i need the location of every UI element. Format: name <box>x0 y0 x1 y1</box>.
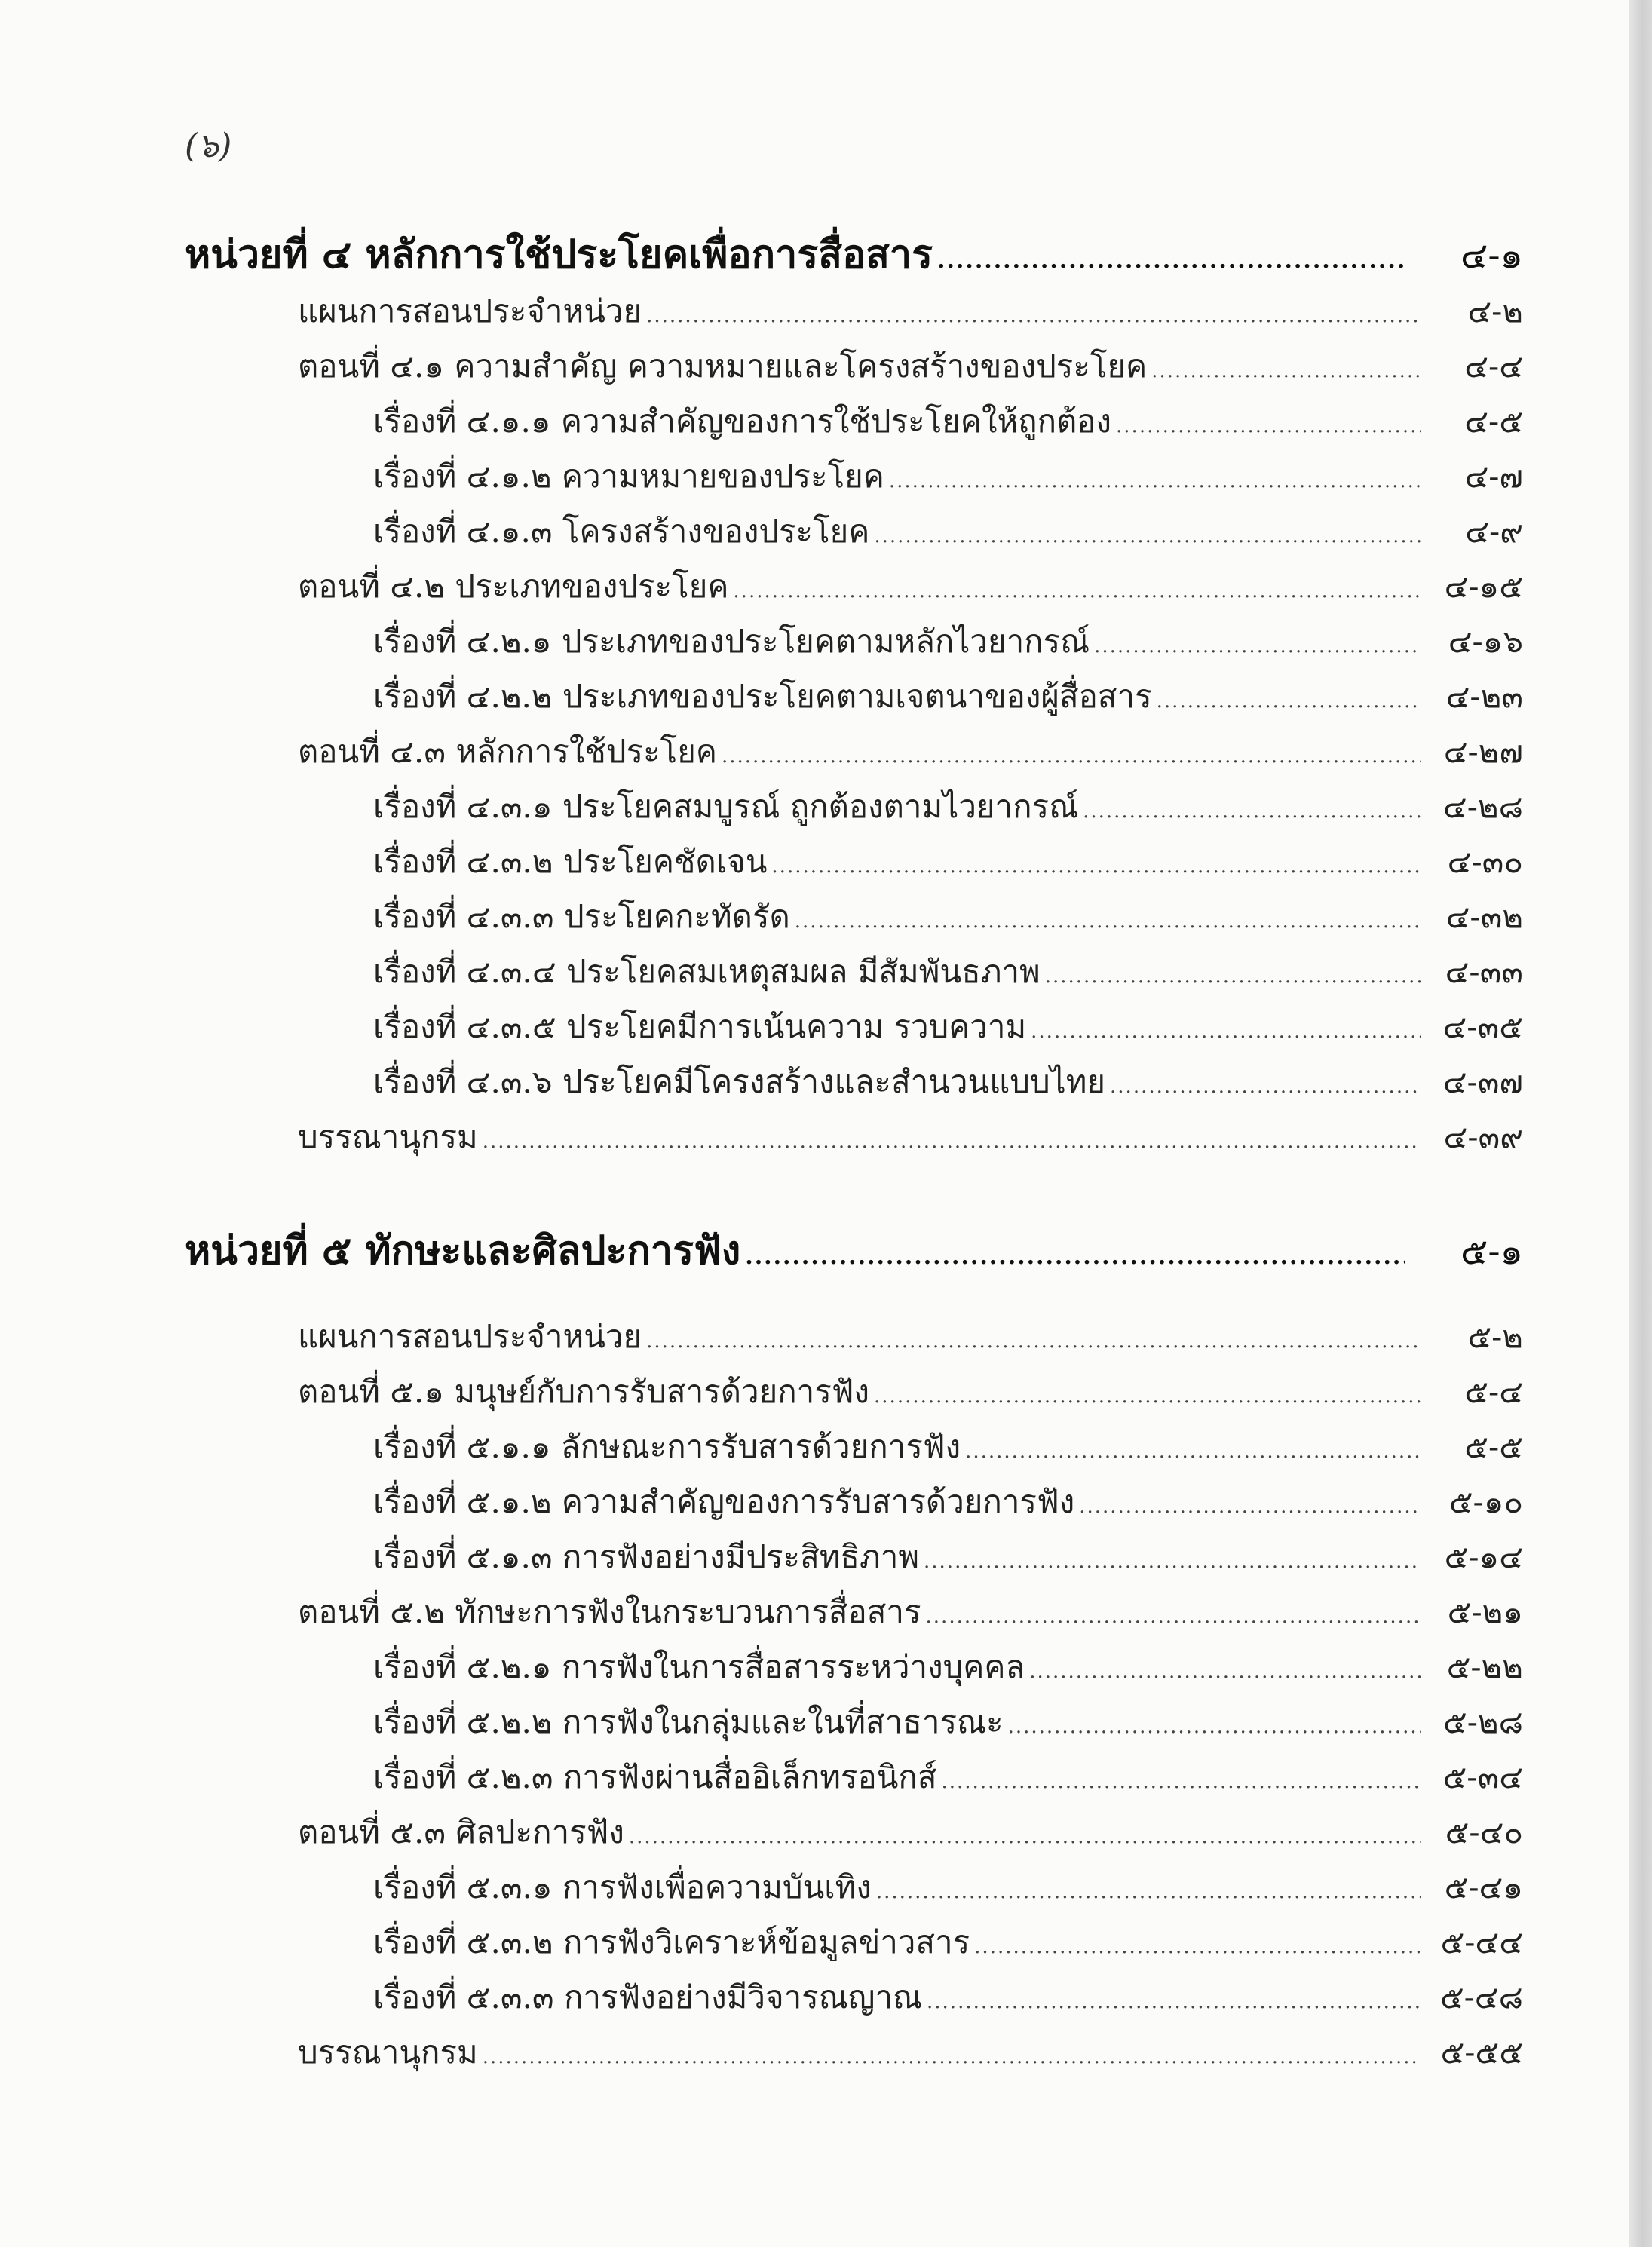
entry-page: ๕-๒๘ <box>1442 1703 1523 1740</box>
entry-page: ๔-๓๗ <box>1442 1063 1523 1100</box>
entry-page: ๔-๔ <box>1464 348 1523 385</box>
dot-leader <box>1045 955 1421 998</box>
toc-entry-unit4-topic-1-1 <box>373 400 1523 447</box>
dot-leader <box>874 1375 1421 1418</box>
entry-page: ๕-๔๑ <box>1444 1868 1523 1905</box>
entry-label: เรื่องที่ ๔.๓.๑ ประโยคสมบูรณ์ ถูกต้องตามไวยากรณ์ <box>373 788 1079 825</box>
entry-page: ๔-๑๖ <box>1448 623 1523 660</box>
dot-leader <box>876 1871 1421 1913</box>
dot-leader <box>722 735 1421 777</box>
toc-entry-unit5-topic-3-1 <box>373 1866 1523 1913</box>
toc-entry-unit4-topic-3-5 <box>373 1006 1523 1053</box>
entry-page: ๔-๓๙ <box>1443 1118 1523 1155</box>
entry-label: เรื่องที่ ๔.๓.๓ ประโยคกะทัดรัด <box>373 898 790 935</box>
toc-entry-unit4-part1 <box>298 345 1523 392</box>
unit-4-page: ๔-๑ <box>1460 235 1523 277</box>
entry-label: เรื่องที่ ๔.๑.๒ ความหมายของประโยค <box>373 458 884 495</box>
entry-label: เรื่องที่ ๕.๒.๓ การฟังผ่านสื่ออิเล็กทรอนิกส์ <box>373 1758 937 1795</box>
entry-page: ๕-๔๐ <box>1445 1813 1523 1850</box>
entry-label: เรื่องที่ ๕.๒.๒ การฟังในกลุ่มและในที่สาธารณะ <box>373 1703 1004 1740</box>
entry-label: เรื่องที่ ๔.๓.๖ ประโยคมีโครงสร้างและสำนวนแบบไทย <box>373 1063 1106 1100</box>
entry-page: ๔-๒๘ <box>1442 788 1523 825</box>
dot-leader <box>1157 680 1421 722</box>
entry-label: แผนการสอนประจำหน่วย <box>298 1318 642 1355</box>
dot-leader <box>646 1320 1421 1363</box>
dot-leader <box>483 2036 1421 2078</box>
unit-4-title: หน่วยที่ ๔ หลักการใช้ประโยคเพื่อการสื่อสาร <box>185 231 933 277</box>
entry-page: ๔-๒๓ <box>1445 678 1523 715</box>
entry-label: ตอนที่ ๔.๑ ความสำคัญ ความหมายและโครงสร้างของประโยค <box>298 348 1148 385</box>
entry-page: ๕-๑๔ <box>1444 1538 1523 1575</box>
dot-leader <box>629 1816 1421 1858</box>
dot-leader <box>1031 1010 1421 1053</box>
toc-entry-unit5-part3 <box>298 1811 1523 1858</box>
entry-page: ๕-๕ <box>1464 1428 1523 1465</box>
dot-leader <box>1008 1706 1421 1748</box>
dot-leader <box>771 845 1421 887</box>
entry-page: ๔-๒๗ <box>1443 733 1523 770</box>
entry-label: เรื่องที่ ๕.๑.๒ ความสำคัญของการรับสารด้วยการฟัง <box>373 1483 1075 1520</box>
toc-entry-unit5-topic-1-1 <box>373 1426 1523 1473</box>
toc-entry-unit4-topic-3-4 <box>373 951 1523 998</box>
entry-page: ๕-๑๐ <box>1448 1483 1523 1520</box>
entry-label: เรื่องที่ ๕.๑.๑ ลักษณะการรับสารด้วยการฟัง <box>373 1428 961 1465</box>
entry-page: ๔-๓๓ <box>1445 953 1523 990</box>
entry-page: ๔-๗ <box>1464 458 1523 495</box>
entry-page: ๔-๓๒ <box>1445 898 1523 935</box>
entry-label: เรื่องที่ ๔.๑.๑ ความสำคัญของการใช้ประโยคให้ถูกต้อง <box>373 403 1112 440</box>
entry-label: เรื่องที่ ๔.๓.๕ ประโยคมีการเน้นความ รวบความ <box>373 1008 1027 1045</box>
entry-label: ตอนที่ ๔.๓ หลักการใช้ประโยค <box>298 733 717 770</box>
toc-entry-unit4-bibliography <box>298 1116 1523 1163</box>
entry-label: เรื่องที่ ๕.๑.๓ การฟังอย่างมีประสิทธิภาพ <box>373 1538 920 1575</box>
entry-label: เรื่องที่ ๔.๒.๑ ประเภทของประโยคตามหลักไวยากรณ์ <box>373 623 1090 660</box>
toc-entry-unit5-topic-2-2 <box>373 1701 1523 1748</box>
entry-page: ๕-๒ <box>1467 1318 1523 1355</box>
entry-page: ๔-๓๐ <box>1447 843 1523 880</box>
toc-entry-unit4-topic-1-3 <box>373 510 1523 557</box>
unit-4-heading <box>185 230 1523 286</box>
toc-entry-unit5-bibliography <box>298 2031 1523 2078</box>
entry-label: เรื่องที่ ๕.๒.๑ การฟังในการสื่อสารระหว่างบุคคล <box>373 1648 1025 1685</box>
entry-label: บรรณานุกรม <box>298 2034 478 2071</box>
toc-entry-unit5-plan <box>298 1316 1523 1363</box>
entry-page: ๕-๒๑ <box>1447 1593 1523 1630</box>
toc-entry-unit5-part2 <box>298 1591 1523 1638</box>
entry-label: บรรณานุกรม <box>298 1118 478 1155</box>
entry-label: ตอนที่ ๕.๒ ทักษะการฟังในกระบวนการสื่อสาร <box>298 1593 921 1630</box>
entry-label: ตอนที่ ๔.๒ ประเภทของประโยค <box>298 568 729 605</box>
toc-entry-unit5-topic-1-2 <box>373 1481 1523 1528</box>
toc-entry-unit5-topic-2-3 <box>373 1756 1523 1803</box>
dot-leader <box>1079 1485 1421 1528</box>
dot-leader <box>924 1540 1421 1583</box>
dot-leader <box>1116 405 1421 447</box>
entry-page: ๕-๔ <box>1464 1373 1523 1410</box>
toc-entry-unit4-part3 <box>298 731 1523 777</box>
dot-leader <box>937 236 1405 286</box>
dot-leader <box>795 900 1421 943</box>
entry-page: ๔-๒ <box>1467 293 1523 330</box>
entry-label: ตอนที่ ๕.๑ มนุษย์กับการรับสารด้วยการฟัง <box>298 1373 870 1410</box>
entry-label: แผนการสอนประจำหน่วย <box>298 293 642 330</box>
entry-page: ๔-๑๕ <box>1444 568 1523 605</box>
entry-label: เรื่องที่ ๕.๓.๒ การฟังวิเคราะห์ข้อมูลข่าวสาร <box>373 1924 970 1960</box>
dot-leader <box>974 1926 1421 1968</box>
toc-entry-unit4-plan <box>298 290 1523 337</box>
entry-page: ๔-๓๕ <box>1442 1008 1523 1045</box>
dot-leader <box>965 1430 1421 1473</box>
dot-leader <box>1151 350 1421 392</box>
toc-entry-unit5-topic-3-2 <box>373 1921 1523 1968</box>
dot-leader <box>889 460 1421 502</box>
unit-5-title: หน่วยที่ ๕ ทักษะและศิลปะการฟัง <box>185 1228 741 1274</box>
dot-leader <box>874 515 1421 557</box>
unit-5-heading <box>185 1226 1523 1282</box>
entry-page: ๔-๙ <box>1465 513 1523 550</box>
toc-entry-unit4-topic-3-2 <box>373 841 1523 887</box>
entry-page: ๔-๕ <box>1464 403 1523 440</box>
entry-label: เรื่องที่ ๔.๑.๓ โครงสร้างของประโยค <box>373 513 870 550</box>
toc-entry-unit5-topic-1-3 <box>373 1536 1523 1583</box>
dot-leader <box>1094 625 1421 667</box>
entry-page: ๕-๒๒ <box>1446 1648 1523 1685</box>
page-number: (๖) <box>185 127 232 165</box>
page-edge-shadow <box>1629 0 1652 2247</box>
dot-leader <box>927 1981 1421 2023</box>
entry-label: ตอนที่ ๕.๓ ศิลปะการฟัง <box>298 1813 624 1850</box>
dot-leader <box>942 1761 1421 1803</box>
toc-entry-unit4-topic-1-2 <box>373 455 1523 502</box>
entry-label: เรื่องที่ ๕.๓.๑ การฟังเพื่อความบันเทิง <box>373 1868 872 1905</box>
entry-page: ๕-๕๕ <box>1440 2034 1523 2071</box>
entry-page: ๕-๔๔ <box>1440 1924 1523 1960</box>
toc-entry-unit4-topic-2-2 <box>373 676 1523 722</box>
toc-entry-unit4-topic-3-1 <box>373 786 1523 832</box>
dot-leader <box>1083 790 1421 832</box>
unit-5-page: ๕-๑ <box>1460 1231 1523 1273</box>
entry-label: เรื่องที่ ๔.๓.๔ ประโยคสมเหตุสมผล มีสัมพันธภาพ <box>373 953 1041 990</box>
toc-entry-unit4-topic-2-1 <box>373 621 1523 667</box>
entry-label: เรื่องที่ ๕.๓.๓ การฟังอย่างมีวิจารณญาณ <box>373 1979 923 2016</box>
dot-leader <box>1029 1651 1421 1693</box>
toc-entry-unit4-topic-3-6 <box>373 1061 1523 1108</box>
toc-entry-unit4-part2 <box>298 566 1523 612</box>
toc-entry-unit5-topic-3-3 <box>373 1976 1523 2023</box>
entry-label: เรื่องที่ ๔.๒.๒ ประเภทของประโยคตามเจตนาของผู้สื่อสาร <box>373 678 1152 715</box>
dot-leader <box>646 295 1421 337</box>
toc-entry-unit5-topic-2-1 <box>373 1646 1523 1693</box>
entry-page: ๕-๓๔ <box>1442 1758 1523 1795</box>
dot-leader <box>745 1232 1405 1282</box>
toc-entry-unit4-topic-3-3 <box>373 896 1523 943</box>
dot-leader <box>1110 1065 1421 1108</box>
dot-leader <box>733 570 1421 612</box>
entry-page: ๕-๔๘ <box>1439 1979 1523 2016</box>
dot-leader <box>483 1120 1421 1163</box>
toc-entry-unit5-part1 <box>298 1371 1523 1418</box>
dot-leader <box>926 1596 1421 1638</box>
entry-label: เรื่องที่ ๔.๓.๒ ประโยคชัดเจน <box>373 843 768 880</box>
